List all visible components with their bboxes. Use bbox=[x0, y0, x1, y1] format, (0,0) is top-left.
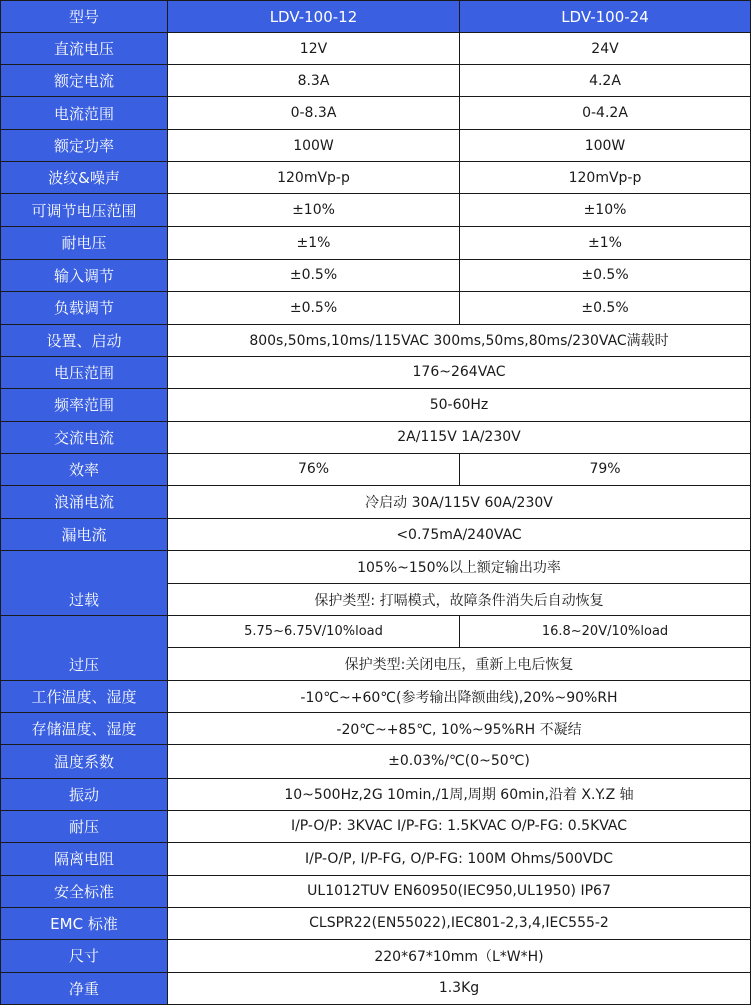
row-label: 输入调节 bbox=[1, 259, 168, 291]
row-label: 温度系数 bbox=[1, 745, 168, 778]
value-b: 0-4.2A bbox=[460, 97, 751, 130]
value-a: ±0.5% bbox=[168, 259, 460, 291]
row-withstand bbox=[1, 810, 751, 842]
row-rated-current bbox=[1, 65, 751, 97]
row-isolation bbox=[1, 842, 751, 875]
model-b-header: LDV-100-24 bbox=[460, 1, 751, 33]
value-a: ±10% bbox=[168, 194, 460, 227]
row-label: 过载 bbox=[1, 551, 168, 616]
value-merged: UL1012TUV EN60950(IEC950,UL1950) IP67 bbox=[168, 875, 751, 907]
row-label: 耐压 bbox=[1, 810, 168, 842]
row-label: 漏电流 bbox=[1, 519, 168, 551]
row-line-regulation bbox=[1, 259, 751, 291]
value-b: 16.8~20V/10%load bbox=[460, 616, 751, 648]
row-label: 电压范围 bbox=[1, 356, 168, 388]
row-overload-1 bbox=[1, 551, 751, 584]
value-merged: I/P-O/P, I/P-FG, O/P-FG: 100M Ohms/500VDC bbox=[168, 842, 751, 875]
row-overvoltage-1 bbox=[1, 616, 751, 648]
value-a: 12V bbox=[168, 33, 460, 65]
row-emc bbox=[1, 907, 751, 939]
value-a: 5.75~6.75V/10%load bbox=[168, 616, 460, 648]
row-label: 存储温度、湿度 bbox=[1, 713, 168, 745]
row-label: 尺寸 bbox=[1, 939, 168, 972]
value-merged: 2A/115V 1A/230V bbox=[168, 421, 751, 453]
row-label: 效率 bbox=[1, 453, 168, 485]
row-label: 直流电压 bbox=[1, 33, 168, 65]
row-leakage-current bbox=[1, 519, 751, 551]
value-b: 79% bbox=[460, 453, 751, 485]
value-b: 4.2A bbox=[460, 65, 751, 97]
row-efficiency bbox=[1, 453, 751, 485]
value-b: 24V bbox=[460, 33, 751, 65]
row-label: 浪涌电流 bbox=[1, 485, 168, 518]
row-label: 交流电流 bbox=[1, 421, 168, 453]
row-input-voltage-range bbox=[1, 356, 751, 388]
value-merged: <0.75mA/240VAC bbox=[168, 519, 751, 551]
value-a: ±1% bbox=[168, 227, 460, 259]
value-merged: -20℃~+85℃, 10%~95%RH 不凝结 bbox=[168, 713, 751, 745]
row-vibration bbox=[1, 778, 751, 810]
row-withstand-voltage bbox=[1, 227, 751, 259]
row-temp-coefficient bbox=[1, 745, 751, 778]
row-label: 耐电压 bbox=[1, 227, 168, 259]
value-merged: 10~500Hz,2G 10min,/1周,周期 60min,沿着 X.Y.Z 轴 bbox=[168, 778, 751, 810]
row-rated-power bbox=[1, 130, 751, 162]
row-load-regulation bbox=[1, 291, 751, 324]
row-label: EMC 标准 bbox=[1, 907, 168, 939]
value-b: 120mVp-p bbox=[460, 162, 751, 194]
row-ripple-noise bbox=[1, 162, 751, 194]
value-merged: 保护类型: 打嗝模式，故障条件消失后自动恢复 bbox=[168, 584, 751, 616]
value-merged: 保护类型:关闭电压，重新上电后恢复 bbox=[168, 648, 751, 681]
row-safety bbox=[1, 875, 751, 907]
row-label: 频率范围 bbox=[1, 388, 168, 421]
row-label: 过压 bbox=[1, 616, 168, 681]
value-merged: 220*67*10mm（L*W*H) bbox=[168, 939, 751, 972]
row-label: 负载调节 bbox=[1, 291, 168, 324]
value-b: ±10% bbox=[460, 194, 751, 227]
value-merged: 1.3Kg bbox=[168, 972, 751, 1004]
value-merged: 176~264VAC bbox=[168, 356, 751, 388]
value-merged: CLSPR22(EN55022),IEC801-2,3,4,IEC555-2 bbox=[168, 907, 751, 939]
value-merged: -10℃~+60℃(参考输出降额曲线),20%~90%RH bbox=[168, 681, 751, 713]
value-merged: 冷启动 30A/115V 60A/230V bbox=[168, 485, 751, 518]
row-inrush-current bbox=[1, 485, 751, 518]
row-label: 可调节电压范围 bbox=[1, 194, 168, 227]
header-label: 型号 bbox=[1, 1, 168, 33]
value-b: 100W bbox=[460, 130, 751, 162]
row-frequency-range bbox=[1, 388, 751, 421]
row-label: 工作温度、湿度 bbox=[1, 681, 168, 713]
row-storage-temp bbox=[1, 713, 751, 745]
row-dc-voltage bbox=[1, 33, 751, 65]
row-label: 电流范围 bbox=[1, 97, 168, 130]
row-net-weight bbox=[1, 972, 751, 1004]
value-merged: 50-60Hz bbox=[168, 388, 751, 421]
row-label: 隔离电阻 bbox=[1, 842, 168, 875]
model-a-header: LDV-100-12 bbox=[168, 1, 460, 33]
row-label: 额定电流 bbox=[1, 65, 168, 97]
row-label: 额定功率 bbox=[1, 130, 168, 162]
value-merged: I/P-O/P: 3KVAC I/P-FG: 1.5KVAC O/P-FG: 0.5KVAC bbox=[168, 810, 751, 842]
row-label: 波纹&噪声 bbox=[1, 162, 168, 194]
row-label: 设置、启动 bbox=[1, 324, 168, 356]
row-label: 净重 bbox=[1, 972, 168, 1004]
value-a: 100W bbox=[168, 130, 460, 162]
value-merged: ±0.03%/℃(0~50℃) bbox=[168, 745, 751, 778]
row-label: 振动 bbox=[1, 778, 168, 810]
row-voltage-adj-range bbox=[1, 194, 751, 227]
value-merged: 800s,50ms,10ms/115VAC 300ms,50ms,80ms/230VAC满载时 bbox=[168, 324, 751, 356]
row-current-range bbox=[1, 97, 751, 130]
value-a: 120mVp-p bbox=[168, 162, 460, 194]
value-a: 76% bbox=[168, 453, 460, 485]
row-label: 安全标准 bbox=[1, 875, 168, 907]
row-working-temp bbox=[1, 681, 751, 713]
value-a: 0-8.3A bbox=[168, 97, 460, 130]
value-a: 8.3A bbox=[168, 65, 460, 97]
value-merged: 105%~150%以上额定输出功率 bbox=[168, 551, 751, 584]
value-b: ±1% bbox=[460, 227, 751, 259]
header-row bbox=[1, 1, 751, 33]
value-a: ±0.5% bbox=[168, 291, 460, 324]
value-b: ±0.5% bbox=[460, 291, 751, 324]
row-dimension bbox=[1, 939, 751, 972]
row-setup-rise bbox=[1, 324, 751, 356]
row-ac-current bbox=[1, 421, 751, 453]
value-b: ±0.5% bbox=[460, 259, 751, 291]
